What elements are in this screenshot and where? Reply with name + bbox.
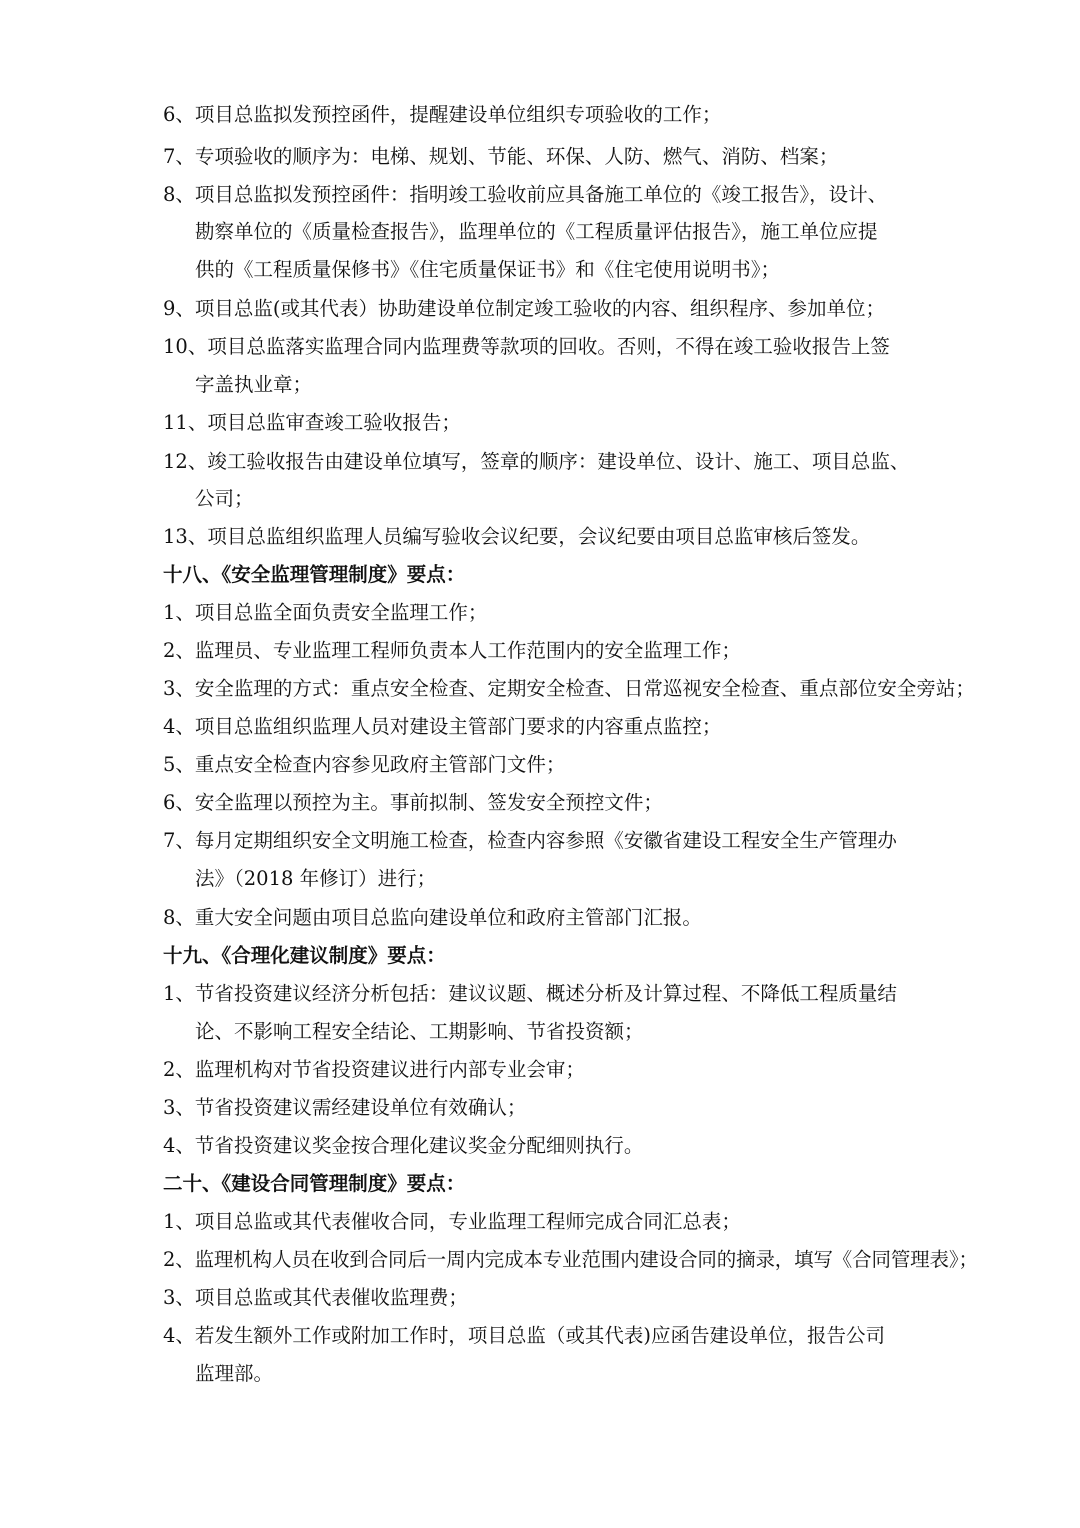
- list-item: 7、专项验收的顺序为：电梯、规划、节能、环保、人防、燃气、消防、档案；: [163, 145, 839, 168]
- list-item: 2、监理机构人员在收到合同后一周内完成本专业范围内建设合同的摘录，填写《合同管理表》；: [163, 1248, 978, 1271]
- list-item: 2、监理机构对节省投资建议进行内部专业会审；: [163, 1058, 585, 1081]
- list-item: 6、安全监理以预控为主。事前拟制、签发安全预控文件；: [163, 791, 663, 814]
- list-item: 3、安全监理的方式：重点安全检查、定期安全检查、日常巡视安全检查、重点部位安全旁站；: [163, 677, 975, 700]
- list-item: 1、项目总监全面负责安全监理工作；: [163, 601, 488, 624]
- list-item: 8、重大安全问题由项目总监向建设单位和政府主管部门汇报。: [163, 906, 702, 929]
- list-item: 3、节省投资建议需经建设单位有效确认；: [163, 1096, 527, 1119]
- section-heading: 二十、《建设合同管理制度》要点：: [163, 1172, 466, 1195]
- list-item-continuation: 法》（2018 年修订）进行；: [195, 867, 437, 890]
- list-item: 9、项目总监(或其代表）协助建设单位制定竣工验收的内容、组织程序、参加单位；: [163, 297, 886, 320]
- list-item-continuation: 供的《工程质量保修书》《住宅质量保证书》和《住宅使用说明书》；: [195, 258, 781, 281]
- list-item: 2、监理员、专业监理工程师负责本人工作范围内的安全监理工作；: [163, 639, 741, 662]
- list-item: 4、若发生额外工作或附加工作时，项目总监（或其代表)应函告建设单位，报告公司: [163, 1324, 886, 1347]
- list-item-continuation: 监理部。: [195, 1362, 274, 1385]
- section-heading: 十八、《安全监理管理制度》要点：: [163, 563, 466, 586]
- list-item: 10、项目总监落实监理合同内监理费等款项的回收。否则，不得在竣工验收报告上签: [163, 335, 890, 358]
- list-item: 7、每月定期组织安全文明施工检查，检查内容参照《安徽省建设工程安全生产管理办: [163, 829, 897, 852]
- list-item: 13、项目总监组织监理人员编写验收会议纪要，会议纪要由项目总监审核后签发。: [163, 525, 871, 548]
- list-item: 1、项目总监或其代表催收合同，专业监理工程师完成合同汇总表；: [163, 1210, 741, 1233]
- list-item: 12、竣工验收报告由建设单位填写，签章的顺序：建设单位、设计、施工、项目总监、: [163, 450, 910, 473]
- list-item-continuation: 论、不影响工程安全结论、工期影响、节省投资额；: [195, 1020, 644, 1043]
- list-item-continuation: 字盖执业章；: [195, 373, 313, 396]
- list-item: 11、项目总监审查竣工验收报告；: [163, 411, 461, 434]
- list-item: 8、项目总监拟发预控函件：指明竣工验收前应具备施工单位的《竣工报告》，设计、: [163, 183, 888, 206]
- list-item-continuation: 勘察单位的《质量检查报告》，监理单位的《工程质量评估报告》，施工单位应提: [195, 220, 878, 243]
- list-item-continuation: 公司；: [195, 487, 254, 510]
- list-item: 5、重点安全检查内容参见政府主管部门文件；: [163, 753, 566, 776]
- list-item: 1、节省投资建议经济分析包括：建议议题、概述分析及计算过程、不降低工程质量结: [163, 982, 897, 1005]
- list-item: 4、项目总监组织监理人员对建设主管部门要求的内容重点监控；: [163, 715, 722, 738]
- list-item: 4、节省投资建议奖金按合理化建议奖金分配细则执行。: [163, 1134, 644, 1157]
- section-heading: 十九、《合理化建议制度》要点：: [163, 944, 446, 967]
- list-item: 3、项目总监或其代表催收监理费；: [163, 1286, 468, 1309]
- list-item: 6、项目总监拟发预控函件，提醒建设单位组织专项验收的工作；: [163, 103, 722, 126]
